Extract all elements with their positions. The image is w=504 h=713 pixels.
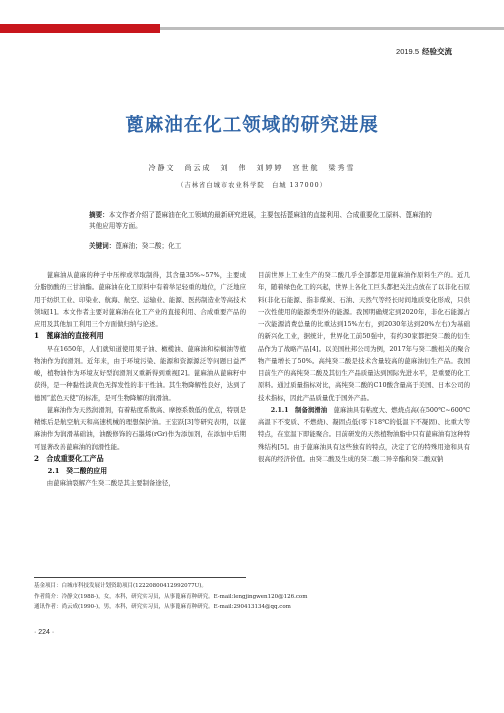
body-text: 蓖麻油具有粘度大、燃烧点高(在500℃~600℃高温下不变质、不燃烧)、凝固点低(零下18℃的低温下不凝固)、比重大等特点，在室温下即能聚合。目前研发的天然植物油脂中只有蓖麻油有这种特殊结构[5]。由于蓖麻油具有这些独有的特点，决定了它的特殊用途和具有很高的经济价值。由癸二酸及生成的癸二酸二异辛酯和癸二酸双钠: [258, 405, 470, 463]
header-bar: [0, 22, 504, 34]
section-heading: 2 合成重要化工产品: [34, 453, 104, 463]
body-paragraph: [258, 404, 470, 465]
footnotes: [34, 581, 334, 613]
right-column: [258, 269, 470, 465]
issue-number: 2019.5: [396, 47, 419, 56]
footnote-rule: [34, 577, 246, 578]
footnote-funding: 基金项目：白城市科技发展计划资助项目(12220800412992077U)。: [34, 583, 207, 589]
body-paragraph: 目前世界上工业生产的癸二酸几乎全部都是用蓖麻油作原料生产的。近几年，随着绿色化工的兴起，世界上各化工巨头都把关注点放在了以非化石原料(非化石能源、指非煤炭、石油、天然气等经长时间地质变化形成，只供一次性使用的能源类型外的能源。我国明确规定到2020年，非化石能源占一次能源消费总量的比重达到15%左右，到2030年达到20%左右)为基础的新兴化工业，据统计，世界化工前50强中，有约30家都把癸二酸的衍生品作为了战略产品[4]。以美国杜邦公司为例，2017年与癸二酸相关的聚合物产量增长了50%。高纯癸二酸是技术含量较高的蓖麻油衍生产品。我国目前生产的高纯癸二酸及其衍生产品质量达到国际先进水平，是重要的化工原料。通过质量指标对比，高纯癸二酸的C10酸含量高于美国、日本公司的技术指标，因此产品质量优于国外产品。: [258, 271, 470, 402]
issue-label: [396, 46, 452, 57]
abstract: [89, 210, 434, 232]
left-column: [34, 269, 246, 490]
intro-paragraph: 蓖麻油从蓖麻的种子中压榨或萃取制得，其含量35%~57%，主要成分脂肪酸的三甘油酯。蓖麻油在化工原料中有着举足轻重的地位，广泛地应用于纺织工业、印染业、航海、航空、运输业、能源、医药制造业等高技术领域[1]。本文作者主要对蓖麻油在化工产业的直接利用、合成重要产品的应用及其他加工利用三个方面做归纳与论述。: [34, 271, 246, 328]
abstract-text: 本文作者介绍了蓖麻油在化工领域的最新研究进展，主要包括蓖麻油的直接利用、合成重要化工原料、蓖麻油的其他应用等方面。: [89, 211, 432, 230]
author-list: 冷静文 尚云成 刘 伟 刘婷婷 宫世航 梁秀雪: [148, 164, 356, 172]
keywords-text: 蓖麻油；癸二酸；化工: [115, 242, 182, 250]
keywords-label: 关键词：: [89, 242, 116, 250]
affiliation: （吉林省白城市农业科学院 白城 137000）: [177, 182, 327, 189]
footnote-author: 作者简介：冷静文(1988-)，女，本科，研究实习员，从事蓖麻育种研究。E-mail:lengjingwen120@126.com: [34, 593, 308, 600]
body-paragraph: 蓖麻油作为天然润滑剂，有着粘度系数高、摩擦系数低的优点，特别是精炼后是航空航天和高速机械的理想保护油。王宏跃[3]等研究表明，以蓖麻油作为润滑基础油，油酸修饰的石墨烯(rGr)作为添加剂，在添加中后期可显著改善蓖麻油的润滑性能。: [34, 405, 246, 451]
abstract-label: 摘要：: [89, 211, 109, 219]
body-paragraph: 由蓖麻油裂解产生癸二酸是其主要制备途径，: [46, 479, 175, 488]
footnote-corresponding: 通讯作者：尚云成(1990-)，男，本科，研究实习员，从事蓖麻育种研究。E-mail:290413134@qq.com: [34, 604, 291, 610]
subsection-heading: 2.1 癸二酸的应用: [47, 467, 107, 475]
section-name: 经验交流: [422, 47, 452, 56]
section-heading: 1 蓖麻油的直接利用: [34, 331, 104, 341]
body-paragraph: 早在1650年，人们就知道使用果子油、橄榄油、蓖麻油和棕榈油等植物油作为润滑剂。近年来，由于环境污染、能源和资源源泛等问题日益严峻，植物油作为环境友好型润滑剂又重新得到重视[2]。蓖麻油从蓖麻籽中获得，是一种黏性淡黄色无挥发性的非干性油。其生物降解性良好，达到了德国“蓝色天使”的标准，是可生物降解的润滑油。: [34, 344, 246, 402]
article-title: 蓖麻油在化工领域的研究进展: [125, 115, 379, 136]
page-number: · 224 ·: [34, 629, 55, 636]
keywords: [89, 240, 434, 250]
header-accent-bar: [0, 24, 160, 33]
subsubsection-heading: 2.1.1 制备润滑油: [270, 405, 328, 414]
